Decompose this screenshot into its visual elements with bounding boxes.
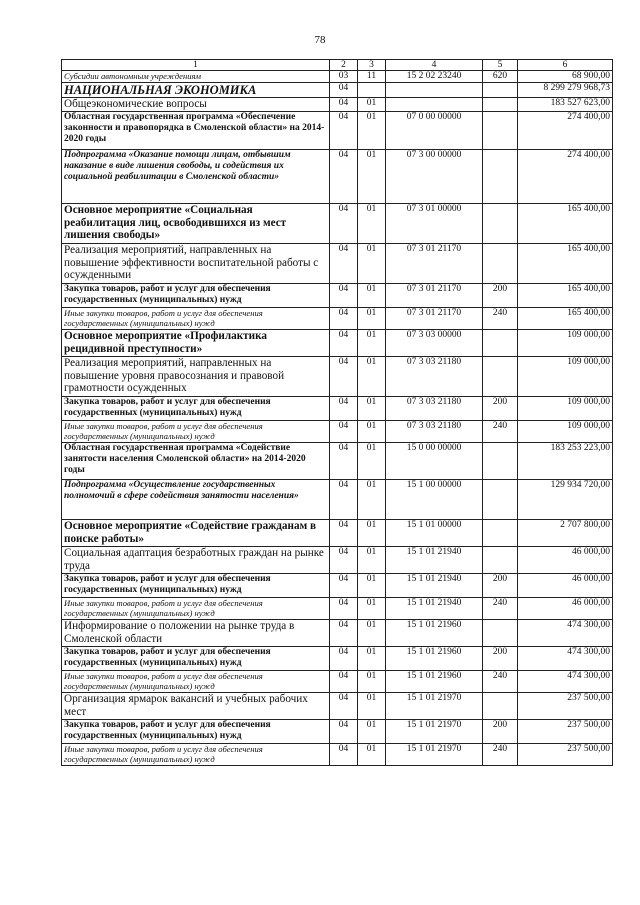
amount-value: 183 527 623,00 (518, 98, 613, 112)
table-row (62, 574, 613, 598)
expense-type-code (483, 150, 518, 204)
table-row (62, 330, 613, 357)
expense-type-code (483, 83, 518, 98)
row-name: Основное мероприятие «Содействие гражданам в поиске работы» (62, 520, 330, 547)
column-number: 2 (330, 60, 358, 71)
subsection-code: 11 (358, 71, 386, 83)
expense-type-code: 200 (483, 574, 518, 598)
subsection-code: 01 (358, 598, 386, 620)
amount-value: 68 900,00 (518, 71, 613, 83)
amount-value: 109 000,00 (518, 357, 613, 397)
subsection-code: 01 (358, 480, 386, 520)
section-code: 04 (330, 443, 358, 480)
amount-value: 8 299 279 968,73 (518, 83, 613, 98)
section-code: 03 (330, 71, 358, 83)
target-article-code: 15 2 02 23240 (386, 71, 483, 83)
amount-value: 129 934 720,00 (518, 480, 613, 520)
row-name: Реализация мероприятий, направленных на повышение эффективности воспитательной работы с осужденными (62, 244, 330, 284)
row-name: Основное мероприятие «Профилактика рецидивной преступности» (62, 330, 330, 357)
column-number: 5 (483, 60, 518, 71)
target-article-code: 15 1 01 21940 (386, 547, 483, 574)
target-article-code (386, 98, 483, 112)
subsection-code: 01 (358, 744, 386, 766)
expense-type-code: 240 (483, 598, 518, 620)
subsection-code: 01 (358, 620, 386, 647)
row-name: Закупка товаров, работ и услуг для обеспечения государственных (муниципальных) нужд (62, 720, 330, 744)
table-row (62, 397, 613, 421)
expense-type-code (483, 520, 518, 547)
table-row (62, 443, 613, 480)
table-row (62, 620, 613, 647)
table-row (62, 647, 613, 671)
section-code: 04 (330, 693, 358, 720)
table-row (62, 98, 613, 112)
budget-table-body (62, 71, 613, 766)
subsection-code: 01 (358, 574, 386, 598)
table-row (62, 520, 613, 547)
target-article-code: 07 0 00 00000 (386, 112, 483, 150)
subsection-code: 01 (358, 421, 386, 443)
subsection-code: 01 (358, 671, 386, 693)
target-article-code: 15 1 01 00000 (386, 520, 483, 547)
expense-type-code (483, 443, 518, 480)
subsection-code: 01 (358, 520, 386, 547)
target-article-code: 15 1 01 21970 (386, 693, 483, 720)
row-name: Закупка товаров, работ и услуг для обеспечения государственных (муниципальных) нужд (62, 647, 330, 671)
amount-value: 183 253 223,00 (518, 443, 613, 480)
subsection-code: 01 (358, 204, 386, 244)
row-name: Субсидии автономным учреждениям (62, 71, 330, 83)
row-name: Закупка товаров, работ и услуг для обеспечения государственных (муниципальных) нужд (62, 397, 330, 421)
expense-type-code (483, 330, 518, 357)
section-code: 04 (330, 720, 358, 744)
expense-type-code: 200 (483, 720, 518, 744)
section-code: 04 (330, 671, 358, 693)
subsection-code: 01 (358, 647, 386, 671)
subsection-code: 01 (358, 443, 386, 480)
section-code: 04 (330, 112, 358, 150)
section-code: 04 (330, 83, 358, 98)
subsection-code: 01 (358, 693, 386, 720)
amount-value: 109 000,00 (518, 330, 613, 357)
row-name: Подпрограмма «Оказание помощи лицам, отбывшим наказание в виде лишения свободы, и содействия их социальной реабилитации в Смоленской области» (62, 150, 330, 204)
column-number: 1 (62, 60, 330, 71)
row-name: Организация ярмарок вакансий и учебных рабочих мест (62, 693, 330, 720)
table-row (62, 112, 613, 150)
row-name: Закупка товаров, работ и услуг для обеспечения государственных (муниципальных) нужд (62, 284, 330, 308)
amount-value: 237 500,00 (518, 720, 613, 744)
row-name: Иные закупки товаров, работ и услуг для обеспечения государственных (муниципальных) нужд (62, 421, 330, 443)
row-name: Иные закупки товаров, работ и услуг для обеспечения государственных (муниципальных) нужд (62, 598, 330, 620)
target-article-code: 07 3 03 21180 (386, 421, 483, 443)
section-code: 04 (330, 357, 358, 397)
target-article-code: 15 1 01 21970 (386, 720, 483, 744)
expense-type-code (483, 480, 518, 520)
expense-type-code: 200 (483, 397, 518, 421)
expense-type-code: 240 (483, 308, 518, 330)
table-row (62, 598, 613, 620)
target-article-code: 07 3 01 00000 (386, 204, 483, 244)
target-article-code: 15 1 01 21960 (386, 620, 483, 647)
subsection-code: 01 (358, 98, 386, 112)
table-row (62, 308, 613, 330)
row-name: Закупка товаров, работ и услуг для обеспечения государственных (муниципальных) нужд (62, 574, 330, 598)
subsection-code: 01 (358, 244, 386, 284)
expense-type-code: 240 (483, 421, 518, 443)
target-article-code: 15 1 01 21940 (386, 598, 483, 620)
column-number: 6 (518, 60, 613, 71)
section-code: 04 (330, 150, 358, 204)
section-code: 04 (330, 308, 358, 330)
section-code: 04 (330, 620, 358, 647)
target-article-code: 15 1 01 21970 (386, 744, 483, 766)
target-article-code: 07 3 00 00000 (386, 150, 483, 204)
budget-table (61, 59, 613, 766)
subsection-code: 01 (358, 150, 386, 204)
table-row (62, 720, 613, 744)
table-row (62, 284, 613, 308)
table-row (62, 71, 613, 83)
target-article-code: 07 3 03 00000 (386, 330, 483, 357)
row-name: Иные закупки товаров, работ и услуг для обеспечения государственных (муниципальных) нужд (62, 744, 330, 766)
page-number: 78 (314, 34, 326, 46)
expense-type-code: 200 (483, 284, 518, 308)
amount-value: 109 000,00 (518, 397, 613, 421)
expense-type-code: 240 (483, 671, 518, 693)
amount-value: 46 000,00 (518, 547, 613, 574)
row-name: Основное мероприятие «Социальная реабилитация лиц, освободившихся из мест лишения свободы» (62, 204, 330, 244)
section-code: 04 (330, 647, 358, 671)
amount-value: 2 707 800,00 (518, 520, 613, 547)
subsection-code: 01 (358, 308, 386, 330)
row-name: Общеэкономические вопросы (62, 98, 330, 112)
section-code: 04 (330, 397, 358, 421)
section-code: 04 (330, 421, 358, 443)
column-number-row (62, 60, 613, 71)
target-article-code (386, 83, 483, 98)
amount-value: 474 300,00 (518, 671, 613, 693)
target-article-code: 07 3 01 21170 (386, 284, 483, 308)
subsection-code: 01 (358, 547, 386, 574)
section-code: 04 (330, 520, 358, 547)
amount-value: 46 000,00 (518, 598, 613, 620)
amount-value: 165 400,00 (518, 244, 613, 284)
amount-value: 237 500,00 (518, 744, 613, 766)
section-code: 04 (330, 284, 358, 308)
section-code: 04 (330, 480, 358, 520)
section-code: 04 (330, 598, 358, 620)
target-article-code: 15 1 01 21940 (386, 574, 483, 598)
subsection-code: 01 (358, 397, 386, 421)
row-name: Иные закупки товаров, работ и услуг для обеспечения государственных (муниципальных) нужд (62, 308, 330, 330)
amount-value: 274 400,00 (518, 150, 613, 204)
section-code: 04 (330, 244, 358, 284)
expense-type-code: 620 (483, 71, 518, 83)
expense-type-code (483, 98, 518, 112)
section-code: 04 (330, 330, 358, 357)
amount-value: 165 400,00 (518, 308, 613, 330)
amount-value: 165 400,00 (518, 204, 613, 244)
table-row (62, 83, 613, 98)
row-name: Информирование о положении на рынке труда в Смоленской области (62, 620, 330, 647)
target-article-code: 07 3 03 21180 (386, 397, 483, 421)
table-row (62, 547, 613, 574)
target-article-code: 15 1 01 21960 (386, 647, 483, 671)
target-article-code: 15 1 00 00000 (386, 480, 483, 520)
amount-value: 474 300,00 (518, 620, 613, 647)
amount-value: 165 400,00 (518, 284, 613, 308)
section-code: 04 (330, 98, 358, 112)
subsection-code: 01 (358, 357, 386, 397)
section-code: 04 (330, 744, 358, 766)
amount-value: 274 400,00 (518, 112, 613, 150)
amount-value: 46 000,00 (518, 574, 613, 598)
expense-type-code: 240 (483, 744, 518, 766)
table-row (62, 693, 613, 720)
expense-type-code (483, 112, 518, 150)
table-row (62, 204, 613, 244)
expense-type-code (483, 204, 518, 244)
amount-value: 237 500,00 (518, 693, 613, 720)
expense-type-code (483, 547, 518, 574)
amount-value: 474 300,00 (518, 647, 613, 671)
expense-type-code (483, 357, 518, 397)
row-name: Социальная адаптация безработных граждан на рынке труда (62, 547, 330, 574)
subsection-code: 01 (358, 330, 386, 357)
expense-type-code (483, 244, 518, 284)
target-article-code: 07 3 01 21170 (386, 308, 483, 330)
table-row (62, 421, 613, 443)
expense-type-code: 200 (483, 647, 518, 671)
amount-value: 109 000,00 (518, 421, 613, 443)
subsection-code: 01 (358, 720, 386, 744)
row-name: Областная государственная программа «Обеспечение законности и правопорядка в Смоленской области» на 2014-2020 годы (62, 112, 330, 150)
section-code: 04 (330, 204, 358, 244)
subsection-code: 01 (358, 112, 386, 150)
expense-type-code (483, 693, 518, 720)
subsection-code (358, 83, 386, 98)
table-row (62, 357, 613, 397)
table-row (62, 244, 613, 284)
table-row (62, 150, 613, 204)
target-article-code: 07 3 01 21170 (386, 244, 483, 284)
section-code: 04 (330, 547, 358, 574)
row-name: Иные закупки товаров, работ и услуг для обеспечения государственных (муниципальных) нужд (62, 671, 330, 693)
row-name: Подпрограмма «Осуществление государственных полномочий в сфере содействия занятости населения» (62, 480, 330, 520)
column-number: 3 (358, 60, 386, 71)
target-article-code: 15 0 00 00000 (386, 443, 483, 480)
target-article-code: 07 3 03 21180 (386, 357, 483, 397)
row-name: Реализация мероприятий, направленных на повышение уровня правосознания и правовой грамотности осужденных (62, 357, 330, 397)
row-name: Областная государственная программа «Содействие занятости населения Смоленской области» на 2014-2020 годы (62, 443, 330, 480)
target-article-code: 15 1 01 21960 (386, 671, 483, 693)
table-row (62, 480, 613, 520)
table-row (62, 744, 613, 766)
row-name: НАЦИОНАЛЬНАЯ ЭКОНОМИКА (62, 83, 330, 98)
column-number: 4 (386, 60, 483, 71)
table-row (62, 671, 613, 693)
expense-type-code (483, 620, 518, 647)
section-code: 04 (330, 574, 358, 598)
subsection-code: 01 (358, 284, 386, 308)
